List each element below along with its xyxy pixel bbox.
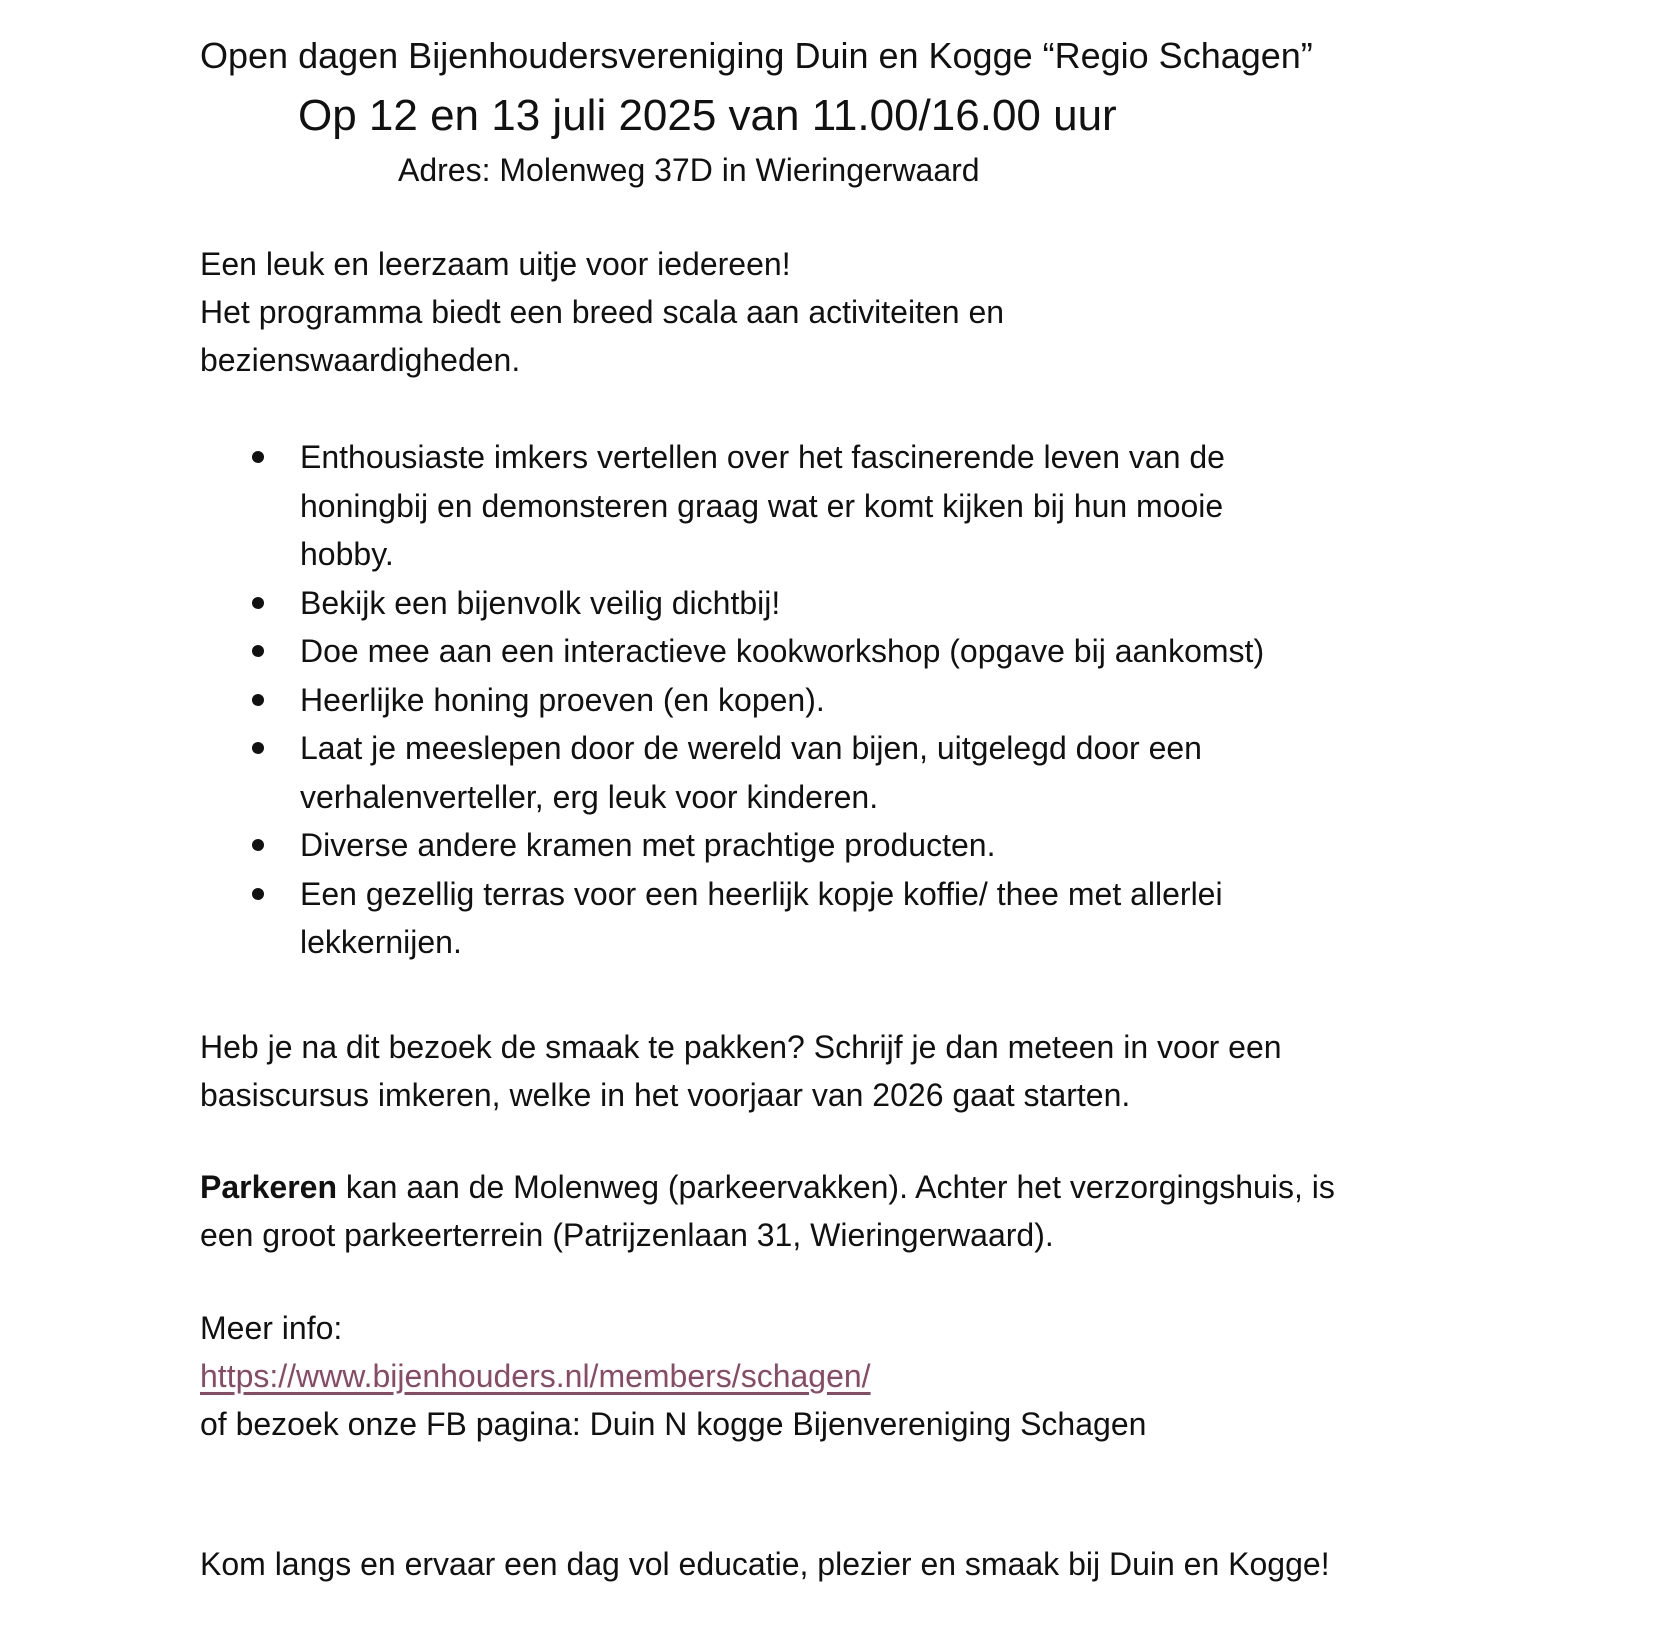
closing-line: Kom langs en ervaar een dag vol educatie, plezier en smaak bij Duin en Kogge!: [200, 1546, 1330, 1582]
bullet-icon: [252, 888, 264, 900]
list-item: [200, 433, 1264, 579]
parking-line: een groot parkeerterrein (Patrijzenlaan 31, Wieringerwaard).: [200, 1217, 1054, 1253]
list-item-text: Enthousiaste imkers vertellen over het fascinerende leven van de: [300, 439, 1225, 475]
parking-text: kan aan de Molenweg (parkeervakken). Achter het verzorgingshuis, is: [336, 1169, 1335, 1205]
parking-paragraph: [200, 1163, 1335, 1259]
list-item-text: lekkernijen.: [300, 924, 462, 960]
intro-line: bezienswaardigheden.: [200, 342, 521, 378]
list-item: [200, 724, 1264, 821]
intro-paragraph: [200, 240, 1004, 384]
list-item-text: Heerlijke honing proeven (en kopen).: [300, 681, 825, 718]
intro-line: Het programma biedt een breed scala aan activiteiten en: [200, 294, 1005, 330]
bullet-icon: [252, 694, 264, 706]
bullet-icon: [252, 839, 264, 851]
bullet-icon: [252, 645, 264, 657]
list-item: [200, 870, 1264, 967]
list-item-text: verhalenverteller, erg leuk voor kinderen.: [300, 778, 879, 815]
parking-line: [200, 1163, 1335, 1211]
course-line: Heb je na dit bezoek de smaak te pakken? Schrijf je dan meteen in voor een: [200, 1029, 1282, 1065]
course-line: basiscursus imkeren, welke in het voorjaar van 2026 gaat starten.: [200, 1077, 1131, 1113]
list-item: [200, 579, 1264, 628]
list-item-text: Laat je meeslepen door de wereld van bijen, uitgelegd door een: [300, 730, 1202, 766]
list-item-text: Doe mee aan een interactieve kookworkshop (opgave bij aankomst): [300, 633, 1265, 669]
bullet-icon: [252, 451, 264, 463]
event-address: Adres: Molenweg 37D in Wieringerwaard: [398, 152, 980, 188]
intro-line: Een leuk en leerzaam uitje voor iedereen!: [200, 246, 791, 282]
info-label: Meer info:: [200, 1310, 343, 1346]
bullet-icon: [252, 597, 264, 609]
bullet-icon: [252, 742, 264, 754]
list-item-text: Bekijk een bijenvolk veilig dichtbij!: [300, 584, 781, 621]
list-item: [200, 821, 1264, 870]
website-link[interactable]: https://www.bijenhouders.nl/members/schagen/: [200, 1358, 871, 1394]
facebook-info: of bezoek onze FB pagina: Duin N kogge Bijenvereniging Schagen: [200, 1406, 1147, 1442]
info-section: [200, 1304, 1146, 1448]
list-item-text: Diverse andere kramen met prachtige producten.: [300, 827, 996, 863]
event-date: Op 12 en 13 juli 2025 van 11.00/16.00 uur: [298, 91, 1117, 140]
list-item-text: hobby.: [300, 536, 394, 572]
activities-list: [200, 433, 1264, 967]
list-item-text: Een gezellig terras voor een heerlijk kopje koffie/ thee met allerlei: [300, 875, 1223, 912]
list-item: [200, 627, 1264, 676]
course-paragraph: [200, 1023, 1282, 1119]
page-title: Open dagen Bijenhoudersvereniging Duin en Kogge “Regio Schagen”: [200, 35, 1313, 76]
list-item-text: honingbij en demonsteren graag wat er komt kijken bij hun mooie: [300, 487, 1224, 524]
list-item: [200, 676, 1264, 725]
parking-label: Parkeren: [200, 1169, 337, 1205]
